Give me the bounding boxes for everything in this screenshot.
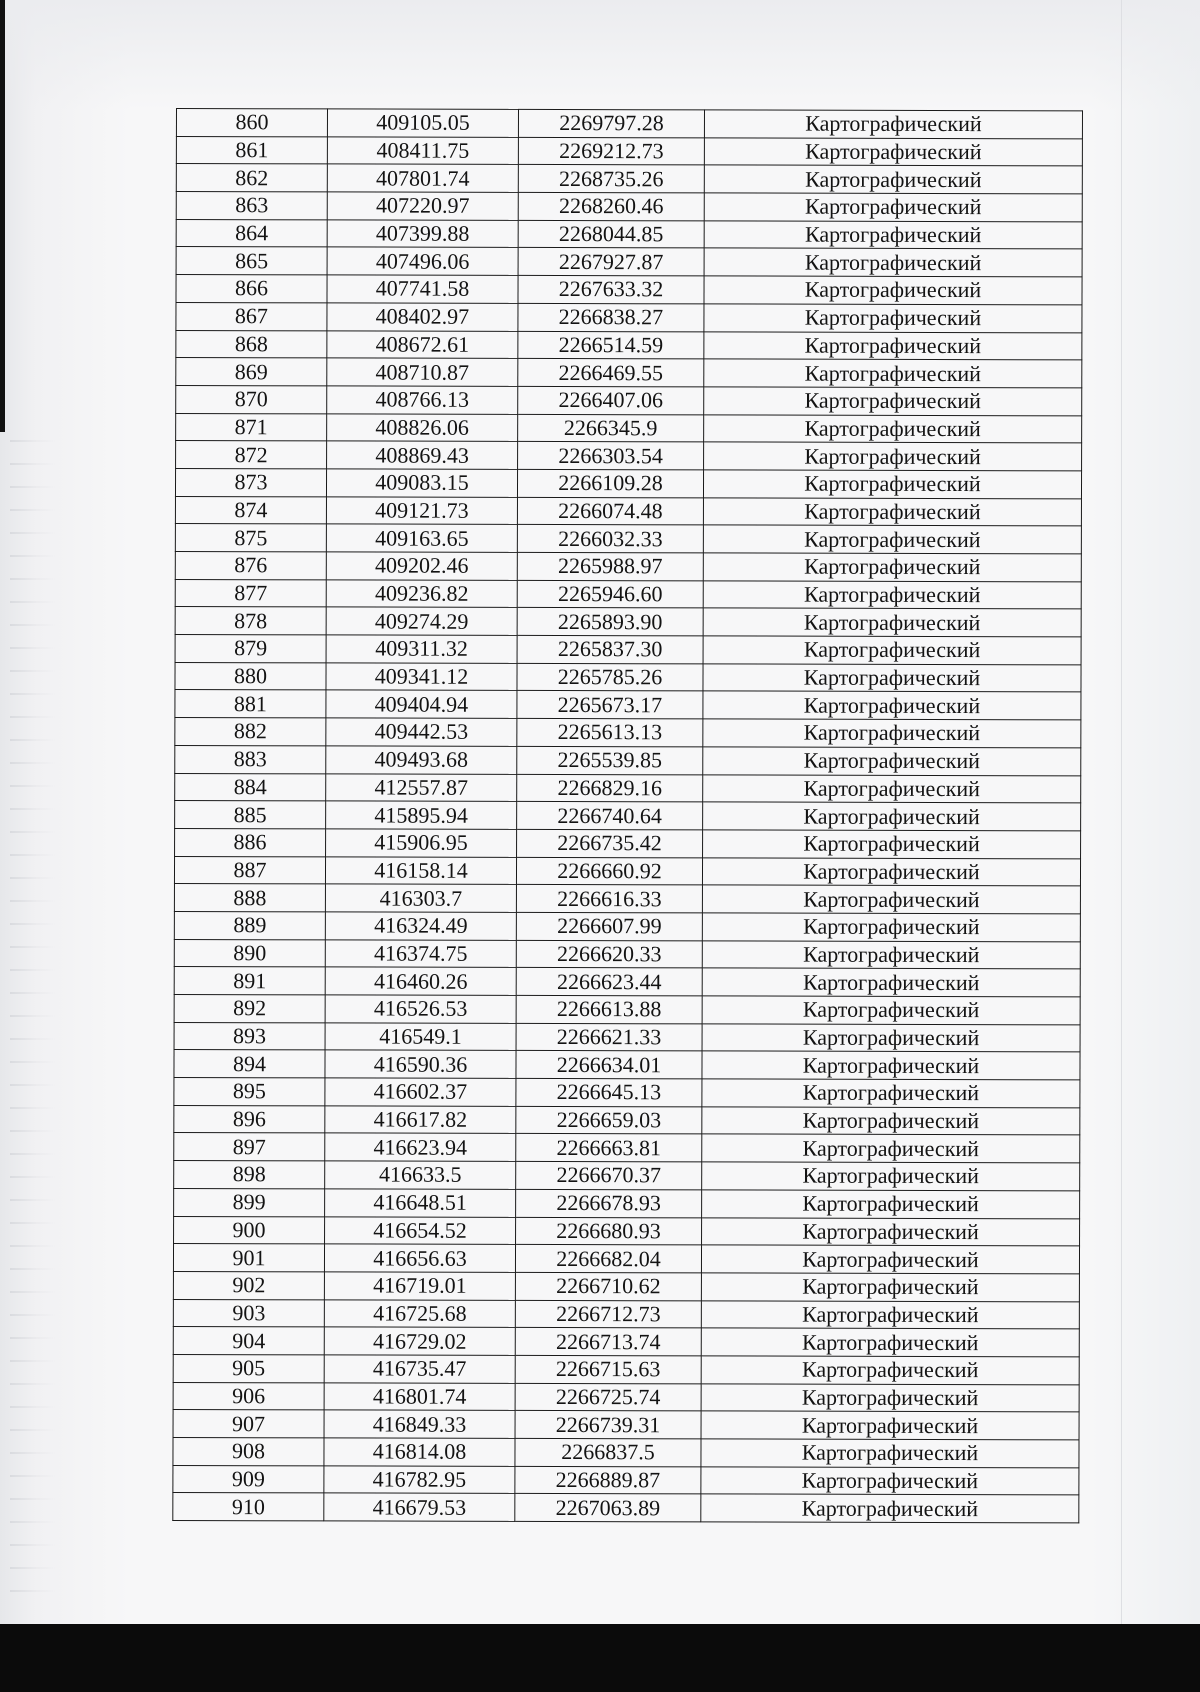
table-row <box>175 496 1081 526</box>
cell-point-number: 884 <box>175 773 326 801</box>
cell-method: Картографический <box>702 996 1080 1025</box>
cell-y-coordinate: 2266620.33 <box>516 940 702 968</box>
cell-x-coordinate: 407801.74 <box>327 164 518 192</box>
table-row <box>174 1188 1080 1218</box>
cell-point-number: 863 <box>176 192 327 220</box>
cell-point-number: 900 <box>174 1216 325 1244</box>
table-row <box>174 1161 1080 1191</box>
cell-point-number: 893 <box>174 1022 325 1050</box>
cell-method: Картографический <box>703 498 1081 527</box>
cell-y-coordinate: 2266032.33 <box>517 525 703 553</box>
cell-point-number: 864 <box>176 219 327 247</box>
table-row <box>176 441 1082 471</box>
cell-method: Картографический <box>703 636 1081 665</box>
cell-x-coordinate: 409121.73 <box>326 497 517 525</box>
cell-method: Картографический <box>703 802 1081 831</box>
table-row <box>175 773 1081 803</box>
cell-x-coordinate: 408402.97 <box>327 303 518 331</box>
cell-point-number: 906 <box>173 1382 324 1410</box>
cell-x-coordinate: 408869.43 <box>327 441 518 469</box>
cell-point-number: 879 <box>175 635 326 663</box>
table-row <box>173 1493 1079 1523</box>
cell-x-coordinate: 409404.94 <box>326 690 517 718</box>
cell-y-coordinate: 2266678.93 <box>516 1189 702 1217</box>
cell-method: Картографический <box>701 1245 1079 1274</box>
cell-point-number: 898 <box>174 1161 325 1189</box>
cell-method: Картографический <box>703 470 1081 499</box>
table-row <box>175 524 1081 554</box>
cell-point-number: 890 <box>174 939 325 967</box>
cell-x-coordinate: 416324.49 <box>325 912 516 940</box>
cell-x-coordinate: 416374.75 <box>325 940 516 968</box>
table-row <box>176 164 1082 194</box>
cell-x-coordinate: 409493.68 <box>326 746 517 774</box>
cell-y-coordinate: 2265539.85 <box>517 746 703 774</box>
cell-x-coordinate: 416801.74 <box>324 1383 515 1411</box>
table-row <box>176 413 1082 443</box>
cell-method: Картографический <box>704 110 1082 139</box>
cell-method: Картографический <box>704 359 1082 388</box>
table-row <box>175 801 1081 831</box>
table-row <box>176 192 1082 222</box>
cell-x-coordinate: 409341.12 <box>326 663 517 691</box>
cell-method: Картографический <box>702 1217 1080 1246</box>
cell-y-coordinate: 2266621.33 <box>516 1023 702 1051</box>
cell-point-number: 899 <box>174 1188 325 1216</box>
cell-y-coordinate: 2266109.28 <box>517 469 703 497</box>
cell-y-coordinate: 2266345.9 <box>518 414 704 442</box>
cell-point-number: 876 <box>175 551 326 579</box>
table-row <box>174 994 1080 1024</box>
cell-x-coordinate: 409163.65 <box>326 524 517 552</box>
cell-method: Картографический <box>701 1356 1079 1385</box>
cell-method: Картографический <box>702 1079 1080 1108</box>
cell-method: Картографический <box>704 221 1082 250</box>
cell-point-number: 886 <box>175 828 326 856</box>
cell-y-coordinate: 2265837.30 <box>517 635 703 663</box>
cell-y-coordinate: 2266613.88 <box>516 995 702 1023</box>
table-row <box>175 468 1081 498</box>
cell-x-coordinate: 416158.14 <box>325 856 516 884</box>
coordinates-table <box>172 108 1083 1523</box>
cell-point-number: 885 <box>175 801 326 829</box>
cell-method: Картографический <box>704 276 1082 305</box>
table-row <box>176 385 1082 415</box>
cell-method: Картографический <box>703 608 1081 637</box>
cell-x-coordinate: 408411.75 <box>327 137 518 165</box>
cell-x-coordinate: 409202.46 <box>326 552 517 580</box>
cell-y-coordinate: 2266514.59 <box>518 331 704 359</box>
cell-method: Картографический <box>704 193 1082 222</box>
cell-y-coordinate: 2267633.32 <box>518 276 704 304</box>
cell-y-coordinate: 2266663.81 <box>516 1134 702 1162</box>
cell-method: Картографический <box>703 719 1081 748</box>
cell-x-coordinate: 408826.06 <box>327 413 518 441</box>
table-row <box>173 1327 1079 1357</box>
cell-point-number: 860 <box>176 109 327 137</box>
cell-method: Картографический <box>703 830 1081 859</box>
cell-x-coordinate: 416549.1 <box>325 1023 516 1051</box>
cell-point-number: 878 <box>175 607 326 635</box>
table-row <box>176 302 1082 332</box>
table-row <box>174 856 1080 886</box>
cell-point-number: 861 <box>176 136 327 164</box>
cell-point-number: 866 <box>176 275 327 303</box>
cell-method: Картографический <box>702 1024 1080 1053</box>
cell-point-number: 881 <box>175 690 326 718</box>
cell-y-coordinate: 2266074.48 <box>517 497 703 525</box>
scan-top-shade <box>0 0 1200 110</box>
cell-x-coordinate: 409274.29 <box>326 607 517 635</box>
cell-point-number: 901 <box>173 1244 324 1272</box>
table-row <box>173 1465 1079 1495</box>
cell-method: Картографический <box>701 1273 1079 1302</box>
cell-method: Картографический <box>704 387 1082 416</box>
cell-point-number: 907 <box>173 1410 324 1438</box>
cell-y-coordinate: 2266725.74 <box>515 1383 701 1411</box>
cell-x-coordinate: 407399.88 <box>327 220 518 248</box>
cell-method: Картографический <box>704 248 1082 277</box>
cell-method: Картографический <box>702 1134 1080 1163</box>
cell-point-number: 868 <box>176 330 327 358</box>
cell-method: Картографический <box>702 1051 1080 1080</box>
cell-method: Картографический <box>704 414 1082 443</box>
cell-y-coordinate: 2268044.85 <box>518 220 704 248</box>
cell-method: Картографический <box>703 774 1081 803</box>
cell-y-coordinate: 2266838.27 <box>518 303 704 331</box>
cell-point-number: 871 <box>176 413 327 441</box>
coordinates-table-body <box>173 109 1083 1523</box>
scan-right-edge-line <box>1121 0 1122 1624</box>
cell-point-number: 897 <box>174 1133 325 1161</box>
cell-y-coordinate: 2266607.99 <box>516 912 702 940</box>
table-row <box>174 911 1080 941</box>
cell-x-coordinate: 407496.06 <box>327 247 518 275</box>
cell-point-number: 862 <box>176 164 327 192</box>
cell-x-coordinate: 416814.08 <box>324 1438 515 1466</box>
cell-x-coordinate: 409236.82 <box>326 580 517 608</box>
cell-method: Картографический <box>702 885 1080 914</box>
table-row <box>174 1050 1080 1080</box>
cell-x-coordinate: 416729.02 <box>324 1327 515 1355</box>
table-row <box>176 275 1082 305</box>
cell-method: Картографический <box>701 1439 1079 1468</box>
cell-method: Картографический <box>702 1190 1080 1219</box>
cell-y-coordinate: 2266670.37 <box>516 1162 702 1190</box>
table-row <box>173 1299 1079 1329</box>
cell-x-coordinate: 416303.7 <box>325 884 516 912</box>
cell-x-coordinate: 416602.37 <box>325 1078 516 1106</box>
cell-x-coordinate: 416654.52 <box>325 1216 516 1244</box>
cell-x-coordinate: 415895.94 <box>326 801 517 829</box>
table-row <box>174 1078 1080 1108</box>
cell-point-number: 895 <box>174 1078 325 1106</box>
cell-y-coordinate: 2269797.28 <box>518 109 704 137</box>
table-row <box>173 1271 1079 1301</box>
cell-point-number: 873 <box>175 468 326 496</box>
table-row <box>173 1410 1079 1440</box>
cell-x-coordinate: 416623.94 <box>325 1133 516 1161</box>
cell-point-number: 908 <box>173 1437 324 1465</box>
cell-method: Картографический <box>703 553 1081 582</box>
cell-point-number: 889 <box>174 911 325 939</box>
cell-point-number: 892 <box>174 994 325 1022</box>
cell-point-number: 869 <box>176 358 327 386</box>
cell-x-coordinate: 416617.82 <box>325 1106 516 1134</box>
table-row <box>174 1022 1080 1052</box>
cell-method: Картографический <box>702 941 1080 970</box>
cell-y-coordinate: 2267063.89 <box>515 1494 701 1522</box>
table-row <box>175 718 1081 748</box>
cell-y-coordinate: 2266713.74 <box>515 1328 701 1356</box>
table-row <box>173 1437 1079 1467</box>
cell-method: Картографический <box>704 304 1082 333</box>
table-row <box>174 1133 1080 1163</box>
cell-x-coordinate: 416590.36 <box>325 1050 516 1078</box>
cell-point-number: 896 <box>174 1105 325 1133</box>
table-row <box>175 828 1081 858</box>
cell-y-coordinate: 2266634.01 <box>516 1051 702 1079</box>
cell-y-coordinate: 2265673.17 <box>517 691 703 719</box>
cell-point-number: 882 <box>175 718 326 746</box>
cell-point-number: 903 <box>173 1299 324 1327</box>
cell-y-coordinate: 2265946.60 <box>517 580 703 608</box>
cell-y-coordinate: 2268735.26 <box>518 165 704 193</box>
table-row <box>174 967 1080 997</box>
table-row <box>173 1354 1079 1384</box>
scan-bottom-black-bar <box>0 1624 1200 1692</box>
cell-method: Картографический <box>704 442 1082 471</box>
table-row <box>175 662 1081 692</box>
cell-y-coordinate: 2266829.16 <box>517 774 703 802</box>
cell-x-coordinate: 407741.58 <box>327 275 518 303</box>
cell-x-coordinate: 416633.5 <box>325 1161 516 1189</box>
cell-y-coordinate: 2266712.73 <box>515 1300 701 1328</box>
cell-y-coordinate: 2266837.5 <box>515 1438 701 1466</box>
table-row <box>175 607 1081 637</box>
cell-y-coordinate: 2266616.33 <box>516 885 702 913</box>
cell-x-coordinate: 412557.87 <box>326 773 517 801</box>
cell-method: Картографический <box>702 968 1080 997</box>
cell-y-coordinate: 2266715.63 <box>515 1355 701 1383</box>
cell-x-coordinate: 415906.95 <box>326 829 517 857</box>
table-row <box>176 109 1082 139</box>
table-row <box>174 884 1080 914</box>
cell-x-coordinate: 416719.01 <box>324 1272 515 1300</box>
cell-method: Картографический <box>704 138 1082 167</box>
cell-y-coordinate: 2266659.03 <box>516 1106 702 1134</box>
table-row <box>173 1382 1079 1412</box>
cell-x-coordinate: 409083.15 <box>326 469 517 497</box>
cell-x-coordinate: 416656.63 <box>324 1244 515 1272</box>
cell-point-number: 910 <box>173 1493 324 1521</box>
cell-x-coordinate: 407220.97 <box>327 192 518 220</box>
cell-y-coordinate: 2269212.73 <box>518 137 704 165</box>
cell-y-coordinate: 2266469.55 <box>518 359 704 387</box>
cell-x-coordinate: 408710.87 <box>327 358 518 386</box>
cell-point-number: 874 <box>175 496 326 524</box>
table-row <box>176 330 1082 360</box>
cell-point-number: 905 <box>173 1354 324 1382</box>
cell-point-number: 867 <box>176 302 327 330</box>
cell-method: Картографический <box>703 691 1081 720</box>
table-row <box>174 939 1080 969</box>
cell-y-coordinate: 2266645.13 <box>516 1078 702 1106</box>
cell-method: Картографический <box>701 1494 1079 1523</box>
cell-method: Картографический <box>702 913 1080 942</box>
cell-point-number: 870 <box>176 385 327 413</box>
table-row <box>174 1105 1080 1135</box>
cell-method: Картографический <box>703 747 1081 776</box>
cell-x-coordinate: 416782.95 <box>324 1466 515 1494</box>
cell-y-coordinate: 2266682.04 <box>515 1245 701 1273</box>
cell-y-coordinate: 2266739.31 <box>515 1411 701 1439</box>
cell-x-coordinate: 408766.13 <box>327 386 518 414</box>
cell-point-number: 887 <box>174 856 325 884</box>
cell-method: Картографический <box>701 1300 1079 1329</box>
cell-x-coordinate: 416460.26 <box>325 967 516 995</box>
cell-method: Картографический <box>704 331 1082 360</box>
cell-y-coordinate: 2266303.54 <box>518 442 704 470</box>
cell-point-number: 883 <box>175 745 326 773</box>
cell-x-coordinate: 416526.53 <box>325 995 516 1023</box>
cell-y-coordinate: 2266623.44 <box>516 968 702 996</box>
cell-method: Картографический <box>701 1384 1079 1413</box>
cell-x-coordinate: 408672.61 <box>327 330 518 358</box>
table-row <box>175 690 1081 720</box>
cell-y-coordinate: 2268260.46 <box>518 192 704 220</box>
cell-y-coordinate: 2265893.90 <box>517 608 703 636</box>
cell-method: Картографический <box>704 165 1082 194</box>
cell-y-coordinate: 2266660.92 <box>516 857 702 885</box>
cell-y-coordinate: 2266680.93 <box>516 1217 702 1245</box>
cell-point-number: 877 <box>175 579 326 607</box>
scan-left-margin-artifacts <box>10 440 56 1610</box>
cell-method: Картографический <box>703 664 1081 693</box>
table-row <box>176 358 1082 388</box>
table-row <box>174 1216 1080 1246</box>
table-row <box>176 247 1082 277</box>
cell-x-coordinate: 409442.53 <box>326 718 517 746</box>
cell-y-coordinate: 2266710.62 <box>515 1272 701 1300</box>
cell-method: Картографический <box>701 1411 1079 1440</box>
cell-point-number: 909 <box>173 1465 324 1493</box>
cell-point-number: 880 <box>175 662 326 690</box>
cell-y-coordinate: 2265613.13 <box>517 719 703 747</box>
cell-x-coordinate: 416735.47 <box>324 1355 515 1383</box>
cell-x-coordinate: 416849.33 <box>324 1410 515 1438</box>
cell-point-number: 888 <box>174 884 325 912</box>
cell-y-coordinate: 2267927.87 <box>518 248 704 276</box>
table-row <box>173 1244 1079 1274</box>
cell-y-coordinate: 2265988.97 <box>517 552 703 580</box>
cell-y-coordinate: 2266407.06 <box>518 386 704 414</box>
cell-method: Картографический <box>702 857 1080 886</box>
table-row <box>175 745 1081 775</box>
cell-y-coordinate: 2266735.42 <box>517 829 703 857</box>
cell-y-coordinate: 2266740.64 <box>517 802 703 830</box>
table-row <box>175 579 1081 609</box>
cell-point-number: 872 <box>176 441 327 469</box>
cell-point-number: 894 <box>174 1050 325 1078</box>
table-row <box>176 219 1082 249</box>
cell-y-coordinate: 2266889.87 <box>515 1466 701 1494</box>
cell-method: Картографический <box>701 1328 1079 1357</box>
cell-x-coordinate: 409105.05 <box>327 109 518 137</box>
cell-method: Картографический <box>703 525 1081 554</box>
cell-x-coordinate: 409311.32 <box>326 635 517 663</box>
cell-point-number: 865 <box>176 247 327 275</box>
cell-point-number: 904 <box>173 1327 324 1355</box>
cell-point-number: 891 <box>174 967 325 995</box>
cell-method: Картографический <box>703 581 1081 610</box>
cell-x-coordinate: 416725.68 <box>324 1299 515 1327</box>
cell-x-coordinate: 416679.53 <box>324 1493 515 1521</box>
table-row <box>175 635 1081 665</box>
table-row <box>176 136 1082 166</box>
cell-point-number: 902 <box>173 1271 324 1299</box>
cell-point-number: 875 <box>175 524 326 552</box>
cell-y-coordinate: 2265785.26 <box>517 663 703 691</box>
cell-method: Картографический <box>702 1162 1080 1191</box>
cell-x-coordinate: 416648.51 <box>325 1189 516 1217</box>
scan-left-black-edge <box>0 0 5 432</box>
table-row <box>175 551 1081 581</box>
cell-method: Картографический <box>701 1467 1079 1496</box>
cell-method: Картографический <box>702 1107 1080 1136</box>
